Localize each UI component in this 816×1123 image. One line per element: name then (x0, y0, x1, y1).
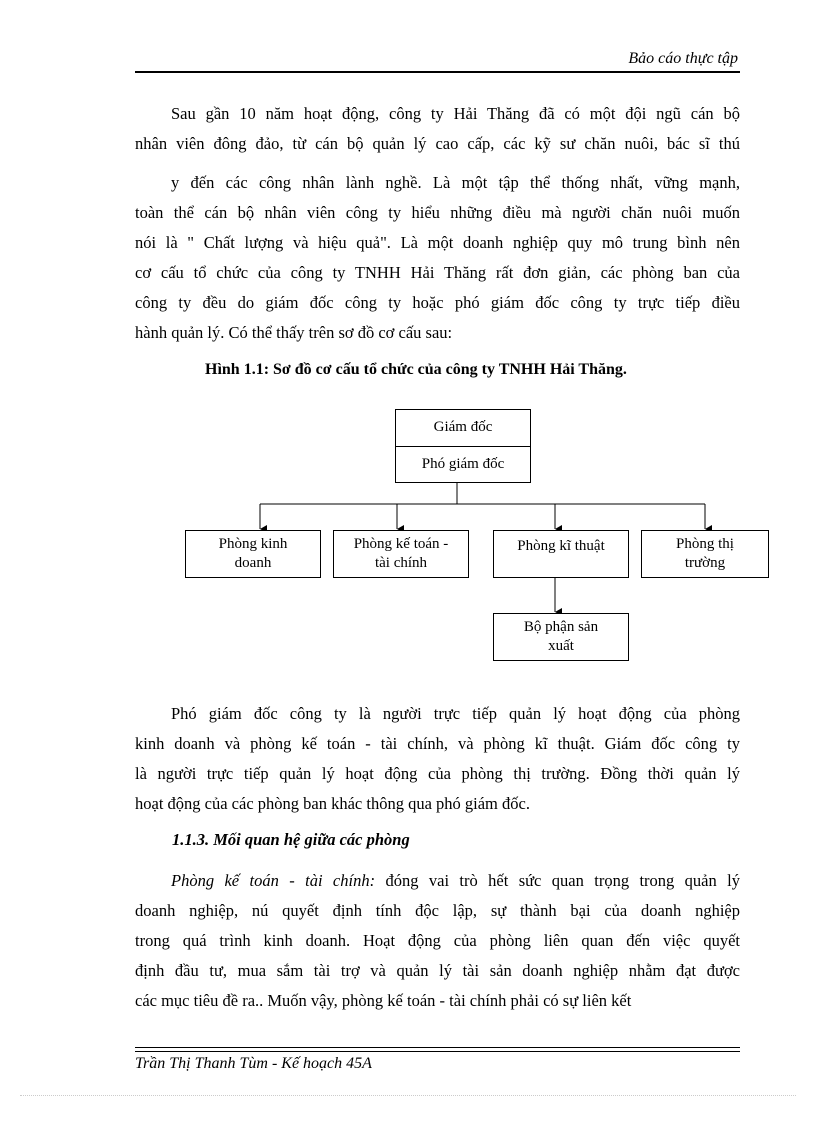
box-line: Bộ phận sản (523, 619, 599, 635)
text-line: nhân viên đông đảo, từ cán bộ quản lý cao cấp, các kỹ sư chăn nuôi, bác sĩ thú (135, 134, 740, 153)
text-line: doanh nghiệp, nú quyết định tính độc lập, sự thành bại của doanh nghiệp (135, 901, 740, 920)
text-line: Phó giám đốc công ty là người trực tiếp quản lý hoạt động của phòng (171, 704, 740, 723)
text-line: cơ cấu tổ chức của công ty TNHH Hải Thăng rất đơn giản, các phòng ban của (135, 263, 740, 282)
box-line: trường (684, 555, 726, 571)
text-line: toàn thể cán bộ nhân viên công ty hiểu những điều mà người chăn nuôi muốn (135, 203, 740, 222)
box-line: Phòng kinh (218, 536, 288, 552)
vice-director-label: Phó giám đốc (421, 455, 505, 472)
section-heading: 1.1.3. Mối quan hệ giữa các phòng (172, 830, 410, 849)
text-line (135, 866, 740, 896)
text-line: là người trực tiếp quản lý hoạt động của phòng thị trường. Đồng thời quản lý (135, 764, 740, 783)
text-line: các mục tiêu đề ra.. Muốn vậy, phòng kế toán - tài chính phải có sự liên kết (135, 991, 632, 1010)
text-line: công ty đều do giám đốc công ty hoặc phó giám đốc công ty trực tiếp điều (135, 293, 740, 312)
footer-rule (135, 1047, 740, 1048)
page-header-title: Bảo cáo thực tập (628, 50, 738, 67)
text-line: Sau gần 10 năm hoạt động, công ty Hải Thăng đã có một đội ngũ cán bộ (171, 104, 740, 123)
dept-business-box (185, 530, 321, 578)
text-line: y đến các công nhân lành nghề. Là một tập thể thống nhất, vững mạnh, (171, 173, 740, 192)
page-boundary (20, 1095, 796, 1096)
dept-technical-box (493, 530, 629, 578)
dept-market-box (641, 530, 769, 578)
box-line: Phòng kế toán - (353, 536, 449, 552)
paragraph-lead-rest: đóng vai trò hết sức quan trọng trong quản lý (375, 871, 740, 890)
page-footer-text: Trần Thị Thanh Tùm - Kế hoạch 45A (135, 1055, 372, 1072)
box-line: Phòng kĩ thuật (517, 538, 605, 554)
production-box (493, 613, 629, 661)
paragraph-accounting (135, 866, 740, 1016)
text-line: định đầu tư, mua sắm tài trợ và quản lý tài sản doanh nghiệp nhằm đạt được (135, 961, 740, 980)
paragraph-vice-director (135, 699, 740, 819)
text-line: hành quản lý. Có thể thấy trên sơ đồ cơ cấu sau: (135, 323, 453, 342)
box-line: xuất (548, 638, 574, 654)
director-box (395, 409, 531, 483)
director-label: Giám đốc (396, 410, 530, 447)
text-line: hoạt động của các phòng ban khác thông qua phó giám đốc. (135, 794, 530, 813)
dept-accounting-box (333, 530, 469, 578)
box-line: tài chính (374, 555, 428, 571)
footer-rule (135, 1051, 740, 1052)
text-line: nói là " Chất lượng và hiệu quả". Là một doanh nghiệp quy mô trung bình nên (135, 233, 740, 252)
paragraph-lead: Phòng kế toán - tài chính: (171, 871, 376, 890)
box-line: Phòng thị (676, 536, 734, 552)
text-line: trong quá trình kinh doanh. Hoạt động của phòng liên quan đến việc quyết (135, 931, 740, 950)
figure-caption: Hình 1.1: Sơ đồ cơ cấu tổ chức của công ty TNHH Hải Thăng. (205, 361, 627, 378)
text-line: kinh doanh và phòng kế toán - tài chính, và phòng kĩ thuật. Giám đốc công ty (135, 734, 740, 753)
box-line: doanh (234, 555, 272, 571)
